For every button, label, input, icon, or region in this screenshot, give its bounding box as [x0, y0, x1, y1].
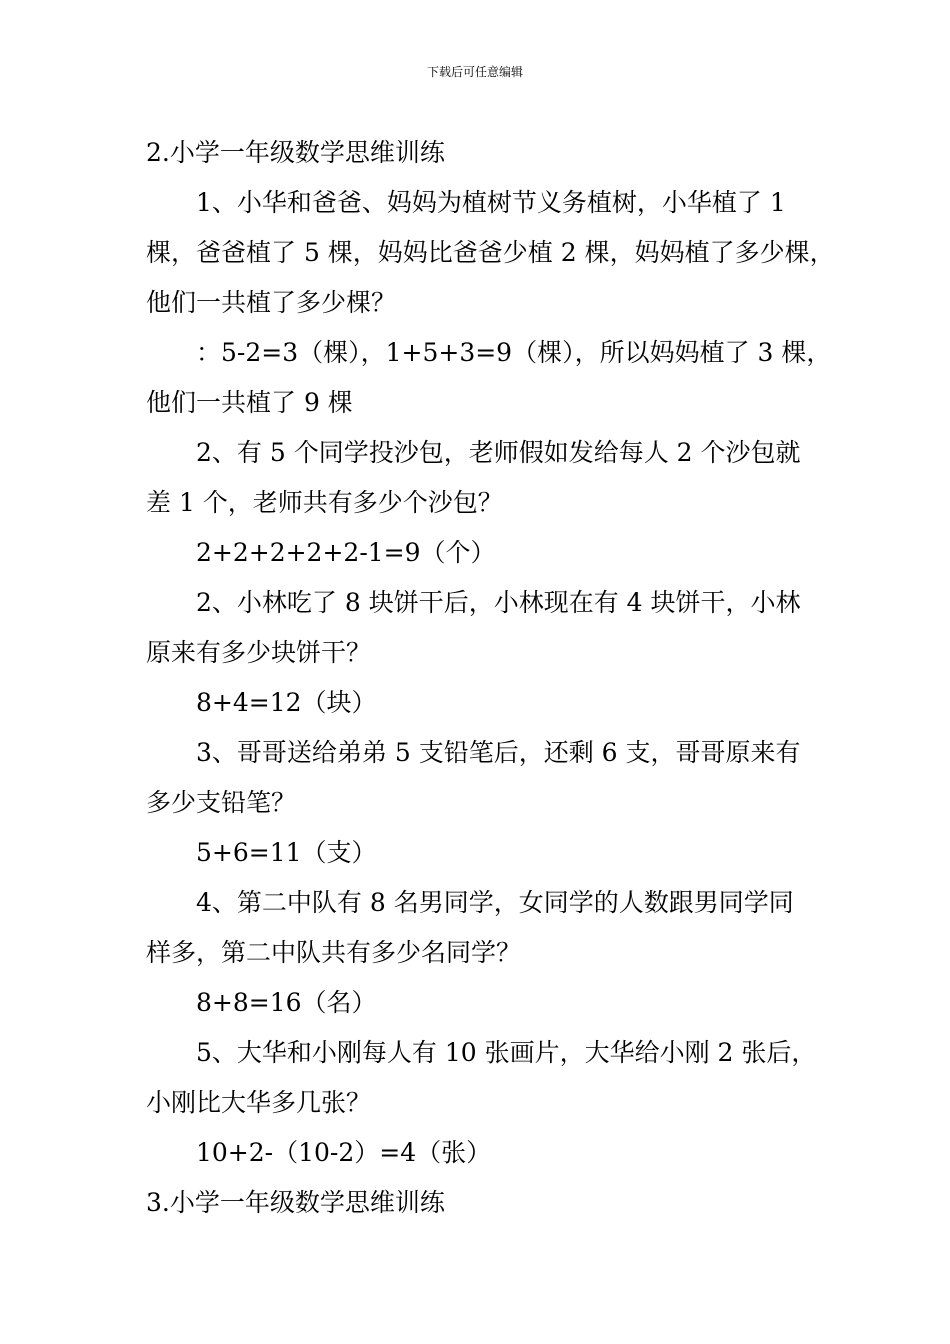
text-line: 10+2-（10-2）=4（张） — [196, 1138, 492, 1167]
text-line: 5、大华和小刚每人有 10 张画片，大华给小刚 2 张后， — [196, 1038, 817, 1067]
text-line: 8+8=16（名） — [196, 988, 377, 1017]
text-line: 原来有多少块饼干？ — [146, 638, 372, 667]
text-line: 2、小林吃了 8 块饼干后，小林现在有 4 块饼干，小林 — [196, 588, 801, 617]
text-line: 2.小学一年级数学思维训练 — [146, 138, 445, 167]
text-line: 8+4=12（块） — [196, 688, 377, 717]
text-line: 3.小学一年级数学思维训练 — [146, 1188, 445, 1217]
text-line: 多少支铅笔？ — [146, 788, 297, 817]
document-body — [146, 128, 836, 1228]
text-line: 小刚比大华多几张？ — [146, 1088, 372, 1117]
text-line: 他们一共植了 9 棵 — [146, 388, 353, 417]
text-line: 1、小华和爸爸、妈妈为植树节义务植树，小华植了 1 — [196, 188, 786, 217]
text-line: 他们一共植了多少棵？ — [146, 288, 397, 317]
page-header: 下载后可任意编辑 — [426, 65, 523, 79]
text-line: 3、哥哥送给弟弟 5 支铅笔后，还剩 6 支，哥哥原来有 — [196, 738, 801, 767]
text-line: 5+6=11（支） — [196, 838, 377, 867]
text-line: 2、有 5 个同学投沙包，老师假如发给每人 2 个沙包就 — [196, 438, 801, 467]
text-line: 2+2+2+2+2-1=9（个） — [196, 538, 496, 567]
text-line: 棵，爸爸植了 5 棵，妈妈比爸爸少植 2 棵，妈妈植了多少棵， — [146, 238, 835, 267]
text-line: 样多，第二中队共有多少名同学？ — [146, 938, 522, 967]
text-line: 差 1 个，老师共有多少个沙包？ — [146, 488, 503, 517]
text-line: ：5-2=3（棵），1+5+3=9（棵），所以妈妈植了 3 棵， — [196, 338, 832, 367]
text-line: 4、第二中队有 8 名男同学，女同学的人数跟男同学同 — [196, 888, 794, 917]
